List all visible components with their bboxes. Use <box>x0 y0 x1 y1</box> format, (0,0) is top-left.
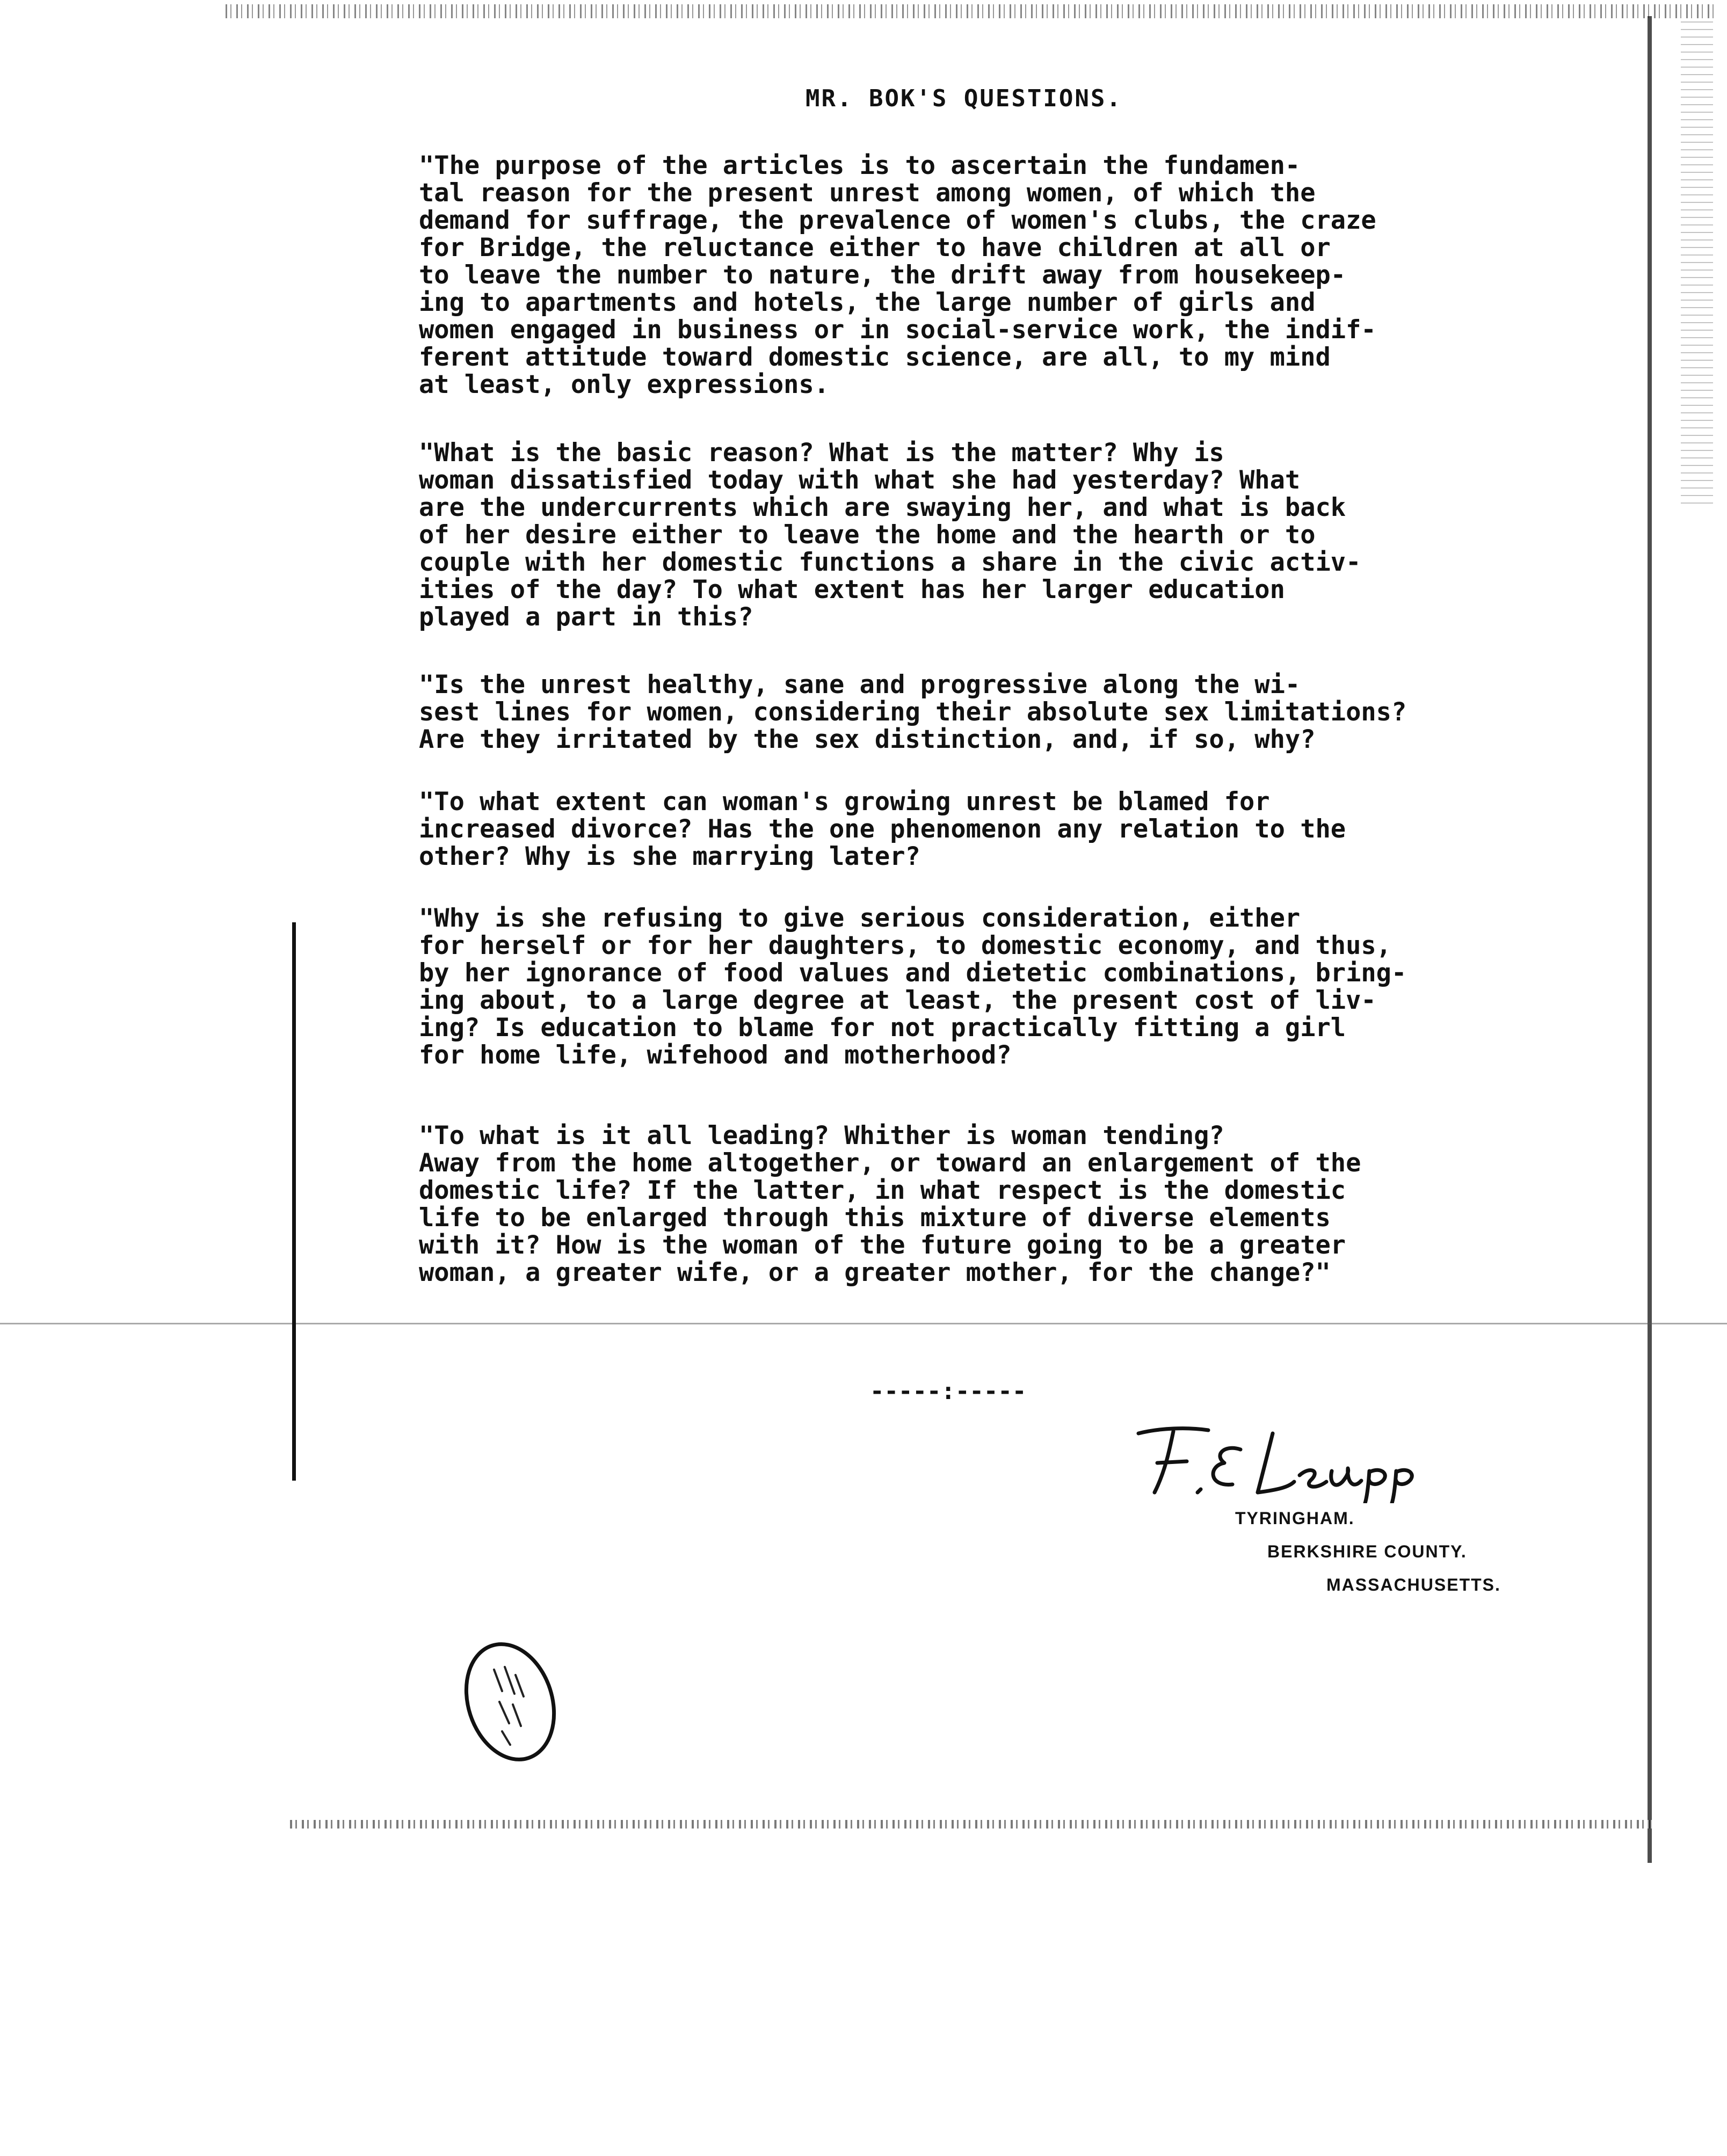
margin-mark <box>292 922 296 1481</box>
paragraph-leading: "To what is it all leading? Whither is woman tending? Away from the home altogether, or toward an enlargement of the domestic life? If the latter, in what respect is the domestic life to be enlarged through this mixture of diverse elements with it? How is the woman of the future going to be a greater woman, a greater wife, or a greater mother, for the change?" <box>419 1121 1361 1287</box>
paragraph-unrest-healthy: "Is the unrest healthy, sane and progressive along the wi- sest lines for women, considering their absolute sex limitations? Are they irritated by the sex distinction, and, if so, why? <box>419 670 1407 754</box>
handwritten-signature <box>1117 1412 1428 1503</box>
separator: -----:----- <box>870 1378 1027 1405</box>
paragraph-purpose: "The purpose of the articles is to ascertain the fundamen- tal reason for the present unrest among women, of which the demand for suffrage, the prevalence of women's clubs, the craze for Bridge, the reluctance either to have children at all or to leave the number to nature, the drift away from housekeep- ing to apartments and hotels, the large number of girls and women engaged in business or in social-service work, the indif- ferent attitude toward domestic science, are all, to my mind at least, only expressions. <box>419 151 1376 399</box>
paragraph-divorce: "To what extent can woman's growing unrest be blamed for increased divorce? Has the one phenomenon any relation to the other? Why is she marrying later? <box>419 787 1346 871</box>
paragraph-basic-reason: "What is the basic reason? What is the matter? Why is woman dissatisfied today with what she had yesterday? What are the undercurrents which are swaying her, and what is back of her desire either to leave the home and the hearth or to couple with her domestic functions a share in the civic activ- ities of the day? To what extent has her larger education played a part in this? <box>419 438 1361 632</box>
scan-edge-bottom <box>290 1820 1654 1829</box>
address-county: BERKSHIRE COUNTY. <box>1267 1542 1467 1561</box>
archive-stamp <box>451 1632 569 1772</box>
address-town: TYRINGHAM. <box>1235 1509 1355 1528</box>
paragraph-domestic-economy: "Why is she refusing to give serious consideration, either for herself or for her daughters, to domestic economy, and thus, by her ignorance of food values and dietetic combinations, bring- ing about, to a large degree at least, the present cost of liv- ing? Is education to blame for not practically fitting a girl for home life, wifehood and motherhood? <box>419 904 1407 1070</box>
scan-edge-right <box>1648 16 1652 1863</box>
page-title: MR. BOK'S QUESTIONS. <box>806 85 1122 112</box>
scan-edge-top <box>226 4 1718 18</box>
address-state: MASSACHUSETTS. <box>1326 1575 1501 1594</box>
scan-noise-right <box>1681 21 1713 505</box>
fold-line <box>0 1323 1727 1324</box>
